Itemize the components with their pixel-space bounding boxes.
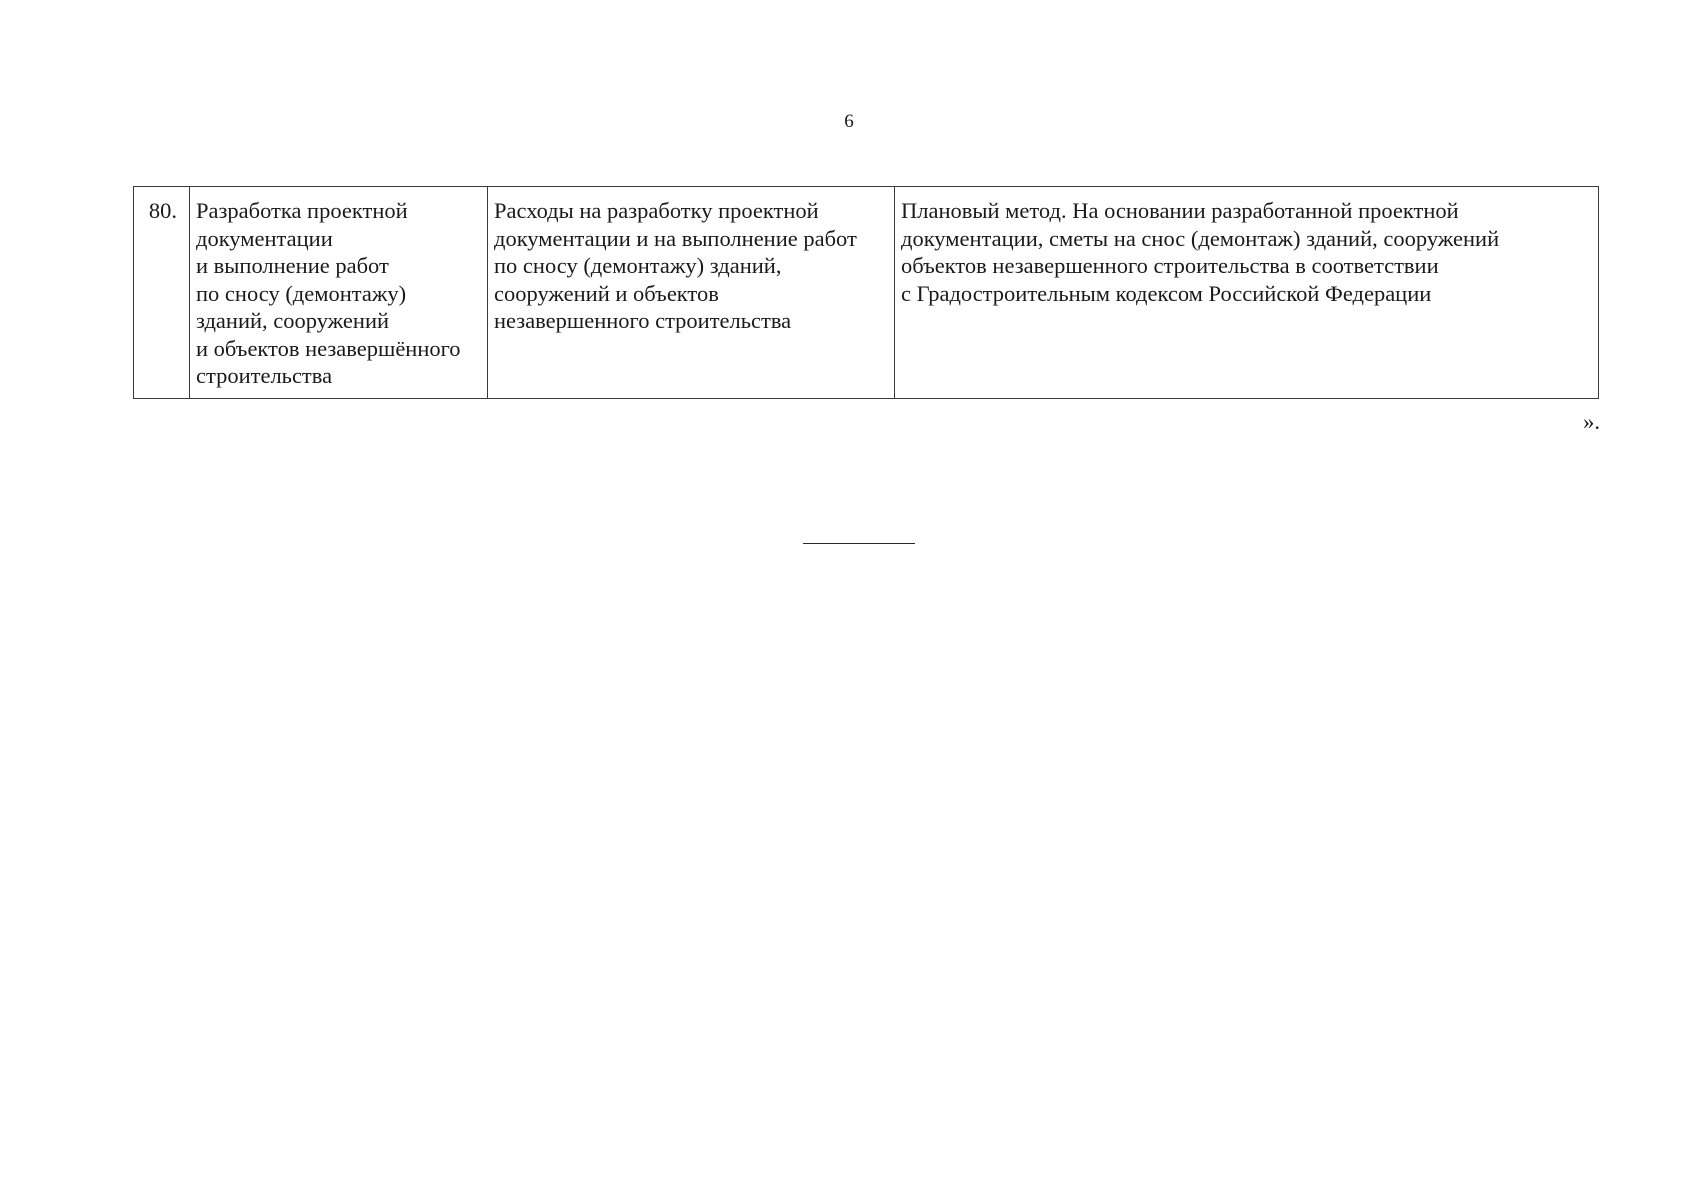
work-name-line: зданий, сооружений bbox=[196, 308, 390, 333]
method-cell bbox=[895, 187, 1599, 399]
expenses-line: документации и на выполнение работ bbox=[494, 225, 857, 251]
method-line: объектов незавершенного строительства в соответствии bbox=[901, 253, 1439, 278]
expense-table bbox=[133, 186, 1599, 399]
method-line: документации, сметы на снос (демонтаж) зданий, сооружений bbox=[901, 225, 1500, 251]
work-name-line: документации bbox=[196, 225, 333, 251]
method-line: с Градостроительным кодексом Российской Федерации bbox=[901, 280, 1432, 306]
work-name-line: и выполнение работ bbox=[196, 253, 389, 278]
work-name-line: строительства bbox=[196, 363, 333, 388]
work-name-line: по сносу (демонтажу) bbox=[196, 280, 407, 306]
end-of-document-rule bbox=[803, 543, 915, 544]
work-name-line: и объектов незавершённого bbox=[196, 335, 461, 361]
closing-quote: ». bbox=[1583, 409, 1600, 434]
page-number: 6 bbox=[844, 111, 854, 132]
row-number: 80. bbox=[148, 198, 177, 223]
table-row bbox=[134, 187, 1599, 399]
work-name-line: Разработка проектной bbox=[196, 198, 408, 223]
method-line: Плановый метод. На основании разработанной проектной bbox=[901, 198, 1459, 223]
work-name-cell bbox=[190, 187, 488, 399]
expenses-cell bbox=[488, 187, 895, 399]
row-number-cell bbox=[134, 187, 190, 399]
expenses-line: Расходы на разработку проектной bbox=[494, 198, 819, 223]
expenses-line: по сносу (демонтажу) зданий, bbox=[494, 253, 782, 278]
expenses-line: незавершенного строительства bbox=[494, 308, 792, 333]
expenses-line: сооружений и объектов bbox=[494, 280, 719, 306]
